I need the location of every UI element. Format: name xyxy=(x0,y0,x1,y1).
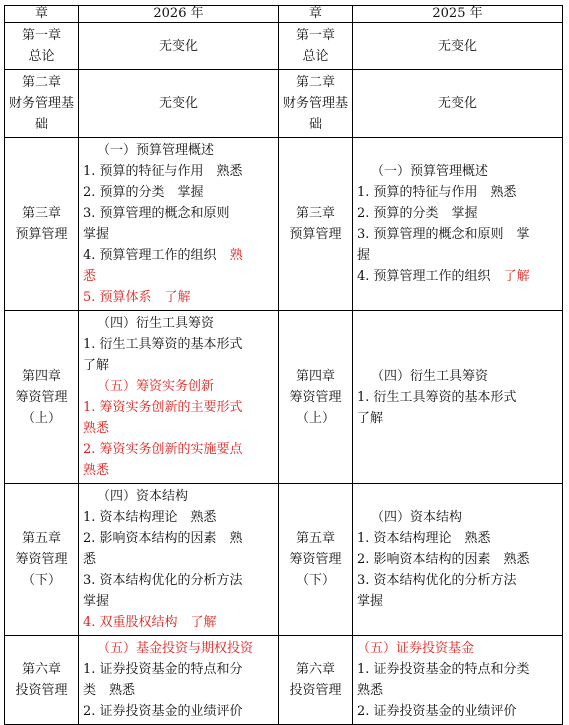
content-line xyxy=(83,224,274,245)
content-line xyxy=(83,161,274,182)
header-year-2025: 2025 年 xyxy=(353,6,563,23)
content-line xyxy=(357,36,558,57)
content-cell-2026 xyxy=(79,70,279,138)
content-line xyxy=(357,549,558,570)
content-cell-2026 xyxy=(79,311,279,484)
content-text: 掌握 xyxy=(357,594,384,609)
content-text: 2. 预算的分类 掌握 xyxy=(83,185,204,200)
content-line xyxy=(357,224,558,245)
content-tail: 了解 xyxy=(503,269,530,284)
content-text: （五）筹资实务创新 xyxy=(97,379,215,394)
content-line xyxy=(83,266,274,287)
content-cell-2025 xyxy=(353,138,563,311)
content-line xyxy=(357,528,558,549)
chapter-cell-2026 xyxy=(5,70,79,138)
chapter-line: 投资管理 xyxy=(289,683,342,698)
content-line xyxy=(83,418,274,439)
content-cell-2025 xyxy=(353,23,563,70)
content-line xyxy=(83,140,274,161)
content-text: （四）衍生工具筹资 xyxy=(371,368,489,384)
content-text: （一）预算管理概述 xyxy=(371,164,489,179)
content-line xyxy=(83,287,274,308)
content-text: 1. 证券投资基金的特点和分类 xyxy=(357,662,530,677)
content-cell-2025 xyxy=(353,636,563,725)
content-cell-2025 xyxy=(353,484,563,636)
content-line xyxy=(83,591,274,612)
content-text: 2. 预算的分类 掌握 xyxy=(357,206,478,221)
content-line xyxy=(357,203,558,224)
chapter-cell-2026 xyxy=(5,138,79,311)
content-text: （五）基金投资与期权投资 xyxy=(97,641,254,656)
content-text: 3. 预算管理的概念和原则 xyxy=(83,206,230,221)
content-text: 1. 证券投资基金的特点和分 xyxy=(83,662,243,677)
content-line xyxy=(83,376,274,397)
content-line xyxy=(83,397,274,418)
content-text: （四）资本结构 xyxy=(97,489,189,504)
chapter-line: 第四章 xyxy=(21,368,61,384)
content-text: 握 xyxy=(357,248,371,263)
header-year-2026: 2026 年 xyxy=(79,6,279,23)
content-text: 了解 xyxy=(83,358,110,373)
content-text: 了解 xyxy=(357,410,384,426)
content-line xyxy=(83,245,274,266)
chapter-line: 筹资管理 xyxy=(15,389,68,405)
content-line xyxy=(83,638,274,659)
content-cell-2026 xyxy=(79,484,279,636)
chapter-line: 第四章 xyxy=(295,368,335,384)
content-text: 4. 双重股权结构 了解 xyxy=(83,615,217,630)
content-line xyxy=(83,528,274,549)
content-text: 掌握 xyxy=(83,227,110,242)
content-text: 无变化 xyxy=(158,38,198,54)
content-text: 熟悉 xyxy=(83,463,110,478)
chapter-cell-2026 xyxy=(5,636,79,725)
content-line xyxy=(357,366,558,387)
content-line xyxy=(83,439,274,460)
content-text: （五）证券投资基金 xyxy=(357,641,475,656)
chapter-line: 筹资管理 xyxy=(289,389,342,405)
content-line xyxy=(83,93,274,114)
chapter-line: 第三章 xyxy=(21,206,61,221)
content-line xyxy=(357,408,558,429)
table-row xyxy=(5,636,563,725)
chapter-cell-2025 xyxy=(279,311,353,484)
content-line xyxy=(357,680,558,701)
table-row xyxy=(5,138,563,311)
content-line xyxy=(83,659,274,680)
content-line xyxy=(83,570,274,591)
chapter-line: 第三章 xyxy=(295,206,335,221)
content-text: 1. 资本结构理论 熟悉 xyxy=(357,531,491,546)
chapter-line: 第一章 xyxy=(295,28,335,43)
content-text: （四）资本结构 xyxy=(371,510,463,525)
content-cell-2025 xyxy=(353,70,563,138)
chapter-line: 总论 xyxy=(302,49,329,64)
content-line xyxy=(357,182,558,203)
table-row xyxy=(5,23,563,70)
content-line xyxy=(357,507,558,528)
chapter-line: 投资管理 xyxy=(15,683,68,698)
chapter-line: 础 xyxy=(308,117,322,132)
chapter-line: 总论 xyxy=(28,49,55,64)
content-text: 3. 资本结构优化的分析方法 xyxy=(357,573,517,588)
content-text: （一）预算管理概述 xyxy=(97,143,215,158)
chapter-line: （上） xyxy=(295,410,335,426)
header-chapter: 章 xyxy=(5,6,79,23)
content-text: 2. 证券投资基金的业绩评价 xyxy=(83,704,243,719)
content-cell-2026 xyxy=(79,636,279,725)
chapter-line: 财务管理基 xyxy=(9,96,75,111)
chapter-line: （上） xyxy=(21,410,61,426)
content-line xyxy=(83,182,274,203)
content-tail: 熟 xyxy=(229,248,243,263)
table-row xyxy=(5,311,563,484)
chapter-line: 第五章 xyxy=(21,531,61,546)
chapter-cell-2025 xyxy=(279,70,353,138)
content-text: 1. 衍生工具筹资的基本形式 xyxy=(357,389,517,405)
content-text: 1. 预算的特征与作用 熟悉 xyxy=(83,164,243,179)
content-text: 1. 衍生工具筹资的基本形式 xyxy=(83,337,243,352)
content-line xyxy=(83,486,274,507)
chapter-cell-2025 xyxy=(279,23,353,70)
syllabus-comparison-table xyxy=(4,5,563,725)
content-line xyxy=(83,460,274,481)
content-line xyxy=(357,93,558,114)
content-line xyxy=(83,680,274,701)
content-text: 4. 预算管理工作的组织 xyxy=(357,269,491,284)
content-line xyxy=(83,701,274,722)
chapter-line: 第五章 xyxy=(295,531,335,546)
content-line xyxy=(357,245,558,266)
chapter-line: 预算管理 xyxy=(289,227,342,242)
content-line xyxy=(357,659,558,680)
chapter-line: 第六章 xyxy=(21,662,61,677)
content-line xyxy=(83,355,274,376)
chapter-line: （下） xyxy=(295,573,335,588)
content-text: 掌握 xyxy=(83,594,110,609)
content-text: 悉 xyxy=(83,552,97,567)
chapter-cell-2025 xyxy=(279,138,353,311)
content-text: 1. 预算的特征与作用 熟悉 xyxy=(357,185,517,200)
content-text: （四）衍生工具筹资 xyxy=(97,316,215,331)
content-text: 熟悉 xyxy=(83,421,110,436)
content-text: 3. 预算管理的概念和原则 掌 xyxy=(357,227,530,242)
content-cell-2026 xyxy=(79,23,279,70)
chapter-line: 第二章 xyxy=(21,75,61,90)
table-row xyxy=(5,70,563,138)
chapter-line: 第二章 xyxy=(295,75,335,90)
content-text: 1. 资本结构理论 熟悉 xyxy=(83,510,217,525)
content-line xyxy=(357,591,558,612)
content-text: 无变化 xyxy=(158,96,198,111)
content-line xyxy=(357,266,558,287)
chapter-line: 预算管理 xyxy=(15,227,68,242)
chapter-cell-2026 xyxy=(5,23,79,70)
content-line xyxy=(83,203,274,224)
content-text: 1. 筹资实务创新的主要形式 xyxy=(83,400,243,415)
content-text: 3. 资本结构优化的分析方法 xyxy=(83,573,243,588)
content-line xyxy=(83,334,274,355)
content-cell-2026 xyxy=(79,138,279,311)
chapter-line: 筹资管理 xyxy=(289,552,342,567)
content-text: 悉 xyxy=(83,269,97,284)
content-text: 2. 证券投资基金的业绩评价 xyxy=(357,704,517,719)
content-line xyxy=(83,549,274,570)
chapter-line: （下） xyxy=(21,573,61,588)
content-text: 无变化 xyxy=(437,96,477,111)
chapter-line: 础 xyxy=(34,117,48,132)
table-row xyxy=(5,484,563,636)
content-text: 2. 影响资本结构的因素 熟悉 xyxy=(357,552,530,567)
content-text: 无变化 xyxy=(437,38,477,54)
chapter-cell-2026 xyxy=(5,311,79,484)
content-text: 2. 影响资本结构的因素 熟 xyxy=(83,531,243,546)
content-line xyxy=(357,701,558,722)
content-line xyxy=(357,570,558,591)
content-line xyxy=(357,161,558,182)
content-line xyxy=(357,387,558,408)
content-text: 类 熟悉 xyxy=(83,683,136,698)
chapter-line: 财务管理基 xyxy=(283,96,349,111)
content-line xyxy=(83,612,274,633)
chapter-line: 第六章 xyxy=(295,662,335,677)
chapter-cell-2026 xyxy=(5,484,79,636)
chapter-line: 第一章 xyxy=(21,28,61,43)
content-line xyxy=(83,507,274,528)
content-cell-2025 xyxy=(353,311,563,484)
chapter-line: 筹资管理 xyxy=(15,552,68,567)
chapter-cell-2025 xyxy=(279,484,353,636)
content-text: 5. 预算体系 了解 xyxy=(83,290,191,305)
content-text: 4. 预算管理工作的组织 xyxy=(83,248,217,263)
content-text: 2. 筹资实务创新的实施要点 xyxy=(83,442,243,457)
content-text: 熟悉 xyxy=(357,683,384,698)
content-line xyxy=(83,36,274,57)
content-line xyxy=(357,638,558,659)
chapter-cell-2025 xyxy=(279,636,353,725)
header-row xyxy=(5,6,563,23)
header-chapter-2: 章 xyxy=(279,6,353,23)
content-line xyxy=(83,313,274,334)
